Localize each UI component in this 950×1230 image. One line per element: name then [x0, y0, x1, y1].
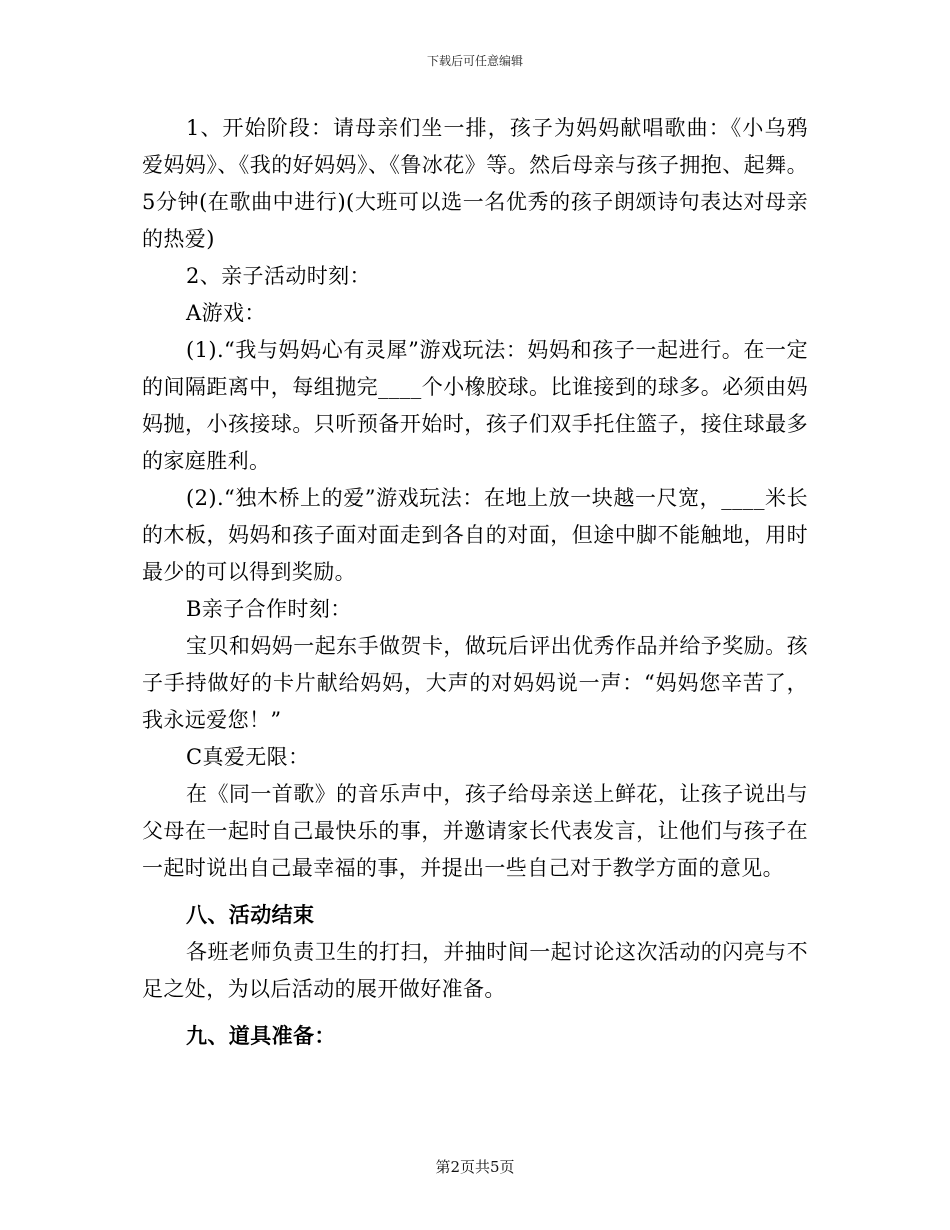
paragraph-opening-stage: 1、开始阶段：请母亲们坐一排，孩子为妈妈献唱歌曲：《小乌鸦爱妈妈》、《我的好妈妈》、《鲁冰花》等。然后母亲与孩子拥抱、起舞。5分钟(在歌曲中进行)(大班可以选一名优秀的孩子朗颂诗句表达对母亲的热爱)	[142, 116, 808, 251]
section-heading-activity-end: 八、活动结束	[186, 903, 315, 927]
paragraph-true-love-c: C真爱无限：	[186, 745, 310, 769]
paragraph-game-2: (2).“独木桥上的爱”游戏玩法：在地上放一块越一尺宽，____米长的木板，妈妈和孩子面对面走到各自的对面，但途中脚不能触地，用时最少的可以得到奖励。	[142, 486, 808, 584]
document-body	[142, 110, 808, 1055]
paragraph-game-a: A游戏：	[186, 301, 266, 325]
paragraph-game-1: (1).“我与妈妈心有灵犀”游戏玩法：妈妈和孩子一起进行。在一定的间隔距离中，每组抛完____个小橡胶球。比谁接到的球多。必须由妈妈抛，小孩接球。只听预备开始时，孩子们双手托住篮子，接住球最多的家庭胜利。	[142, 338, 808, 473]
paragraph-cleanup: 各班老师负责卫生的打扫，并抽时间一起讨论这次活动的闪亮与不足之处，为以后活动的展开做好准备。	[142, 940, 808, 1001]
paragraph-same-song: 在《同一首歌》的音乐声中，孩子给母亲送上鲜花，让孩子说出与父母在一起时自己最快乐的事，并邀请家长代表发言，让他们与孩子在一起时说出自己最幸福的事，并提出一些自己对于教学方面的意见。	[142, 782, 808, 880]
page-footer: 第2页共5页	[435, 1158, 515, 1176]
page-header: 下载后可任意编辑	[426, 54, 523, 68]
paragraph-parent-child-activity: 2、亲子活动时刻：	[186, 264, 371, 288]
paragraph-cooperation-b: B亲子合作时刻：	[186, 597, 352, 621]
paragraph-card-making: 宝贝和妈妈一起东手做贺卡，做玩后评出优秀作品并给予奖励。孩子手持做好的卡片献给妈妈，大声的对妈妈说一声：“妈妈您辛苦了，我永远爱您！”	[142, 634, 808, 732]
section-heading-props: 九、道具准备：	[186, 1024, 336, 1048]
